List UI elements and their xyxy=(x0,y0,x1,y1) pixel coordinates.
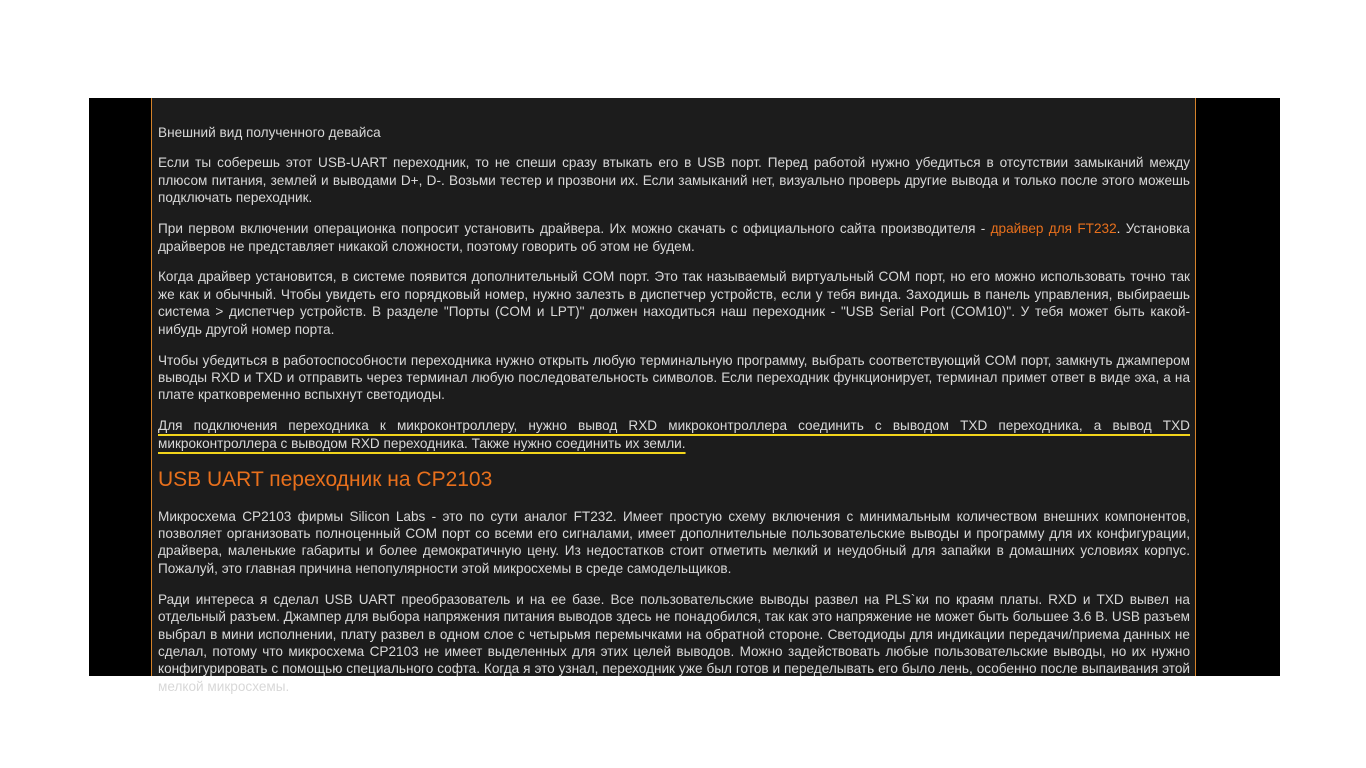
paragraph-com-port: Когда драйвер установится, в системе появится дополнительный COM порт. Это так называемый виртуальный COM порт, но его можно использовать точно так же как и обычный. Чтобы увидеть его порядковый номер, нужно залезть в диспетчер устройств, если у тебя винда. Заходишь в панель управления, выбираешь система > диспетчер устройств. В разделе "Порты (COM и LPT)" должен находиться наш переходник - "USB Serial Port (COM10)". У тебя может быть какой-нибудь другой номер порта. xyxy=(158,269,1190,337)
paragraph-loopback-test: Чтобы убедиться в работоспособности переходника нужно открыть любую терминальную программу, выбрать соответствующий COM порт, замкнуть джампером выводы RXD и TXD и отправить через терминал любую последовательность символов. Если переходник функционирует, терминал примет ответ в виде эха, а на плате кратковременно вспыхнут светодиоды. xyxy=(158,352,1190,403)
section-heading: USB UART переходник на CP2103 xyxy=(158,467,493,491)
driver-download-link[interactable]: драйвер для FT232 xyxy=(990,221,1117,237)
highlighted-text: Для подключения переходника к микроконтроллеру, нужно вывод RXD микроконтроллера соединить с выводом TXD переходника, а вывод TXD микроконтроллера с выводом RXD переходника. Также нужно соединить их земли. xyxy=(158,418,1190,451)
article-body xyxy=(158,124,1190,709)
image-caption: Внешний вид полученного девайса xyxy=(158,125,381,140)
paragraph-check-shorts: Если ты соберешь этот USB-UART переходник, то не спеши сразу втыкать его в USB порт. Перед работой нужно убедиться в отсутствии замыканий между плюсом питания, землей и выводами D+, D-. Возьми тестер и прозвони их. Если замыканий нет, визуально проверь другие вывода и только после этого можешь подключать переходник. xyxy=(158,155,1190,206)
paragraph-driver-text-end: . Установка драйверов не представляет никакой сложности, поэтому говорить об этом не будем. xyxy=(158,221,1190,254)
browser-viewport xyxy=(89,98,1280,694)
content-column xyxy=(151,98,1196,694)
paragraph-driver-text: При первом включении операционка попросит установить драйвера. Их можно скачать с официального сайта производителя - xyxy=(158,221,991,237)
paragraph-cp2103-intro: Микросхема CP2103 фирмы Silicon Labs - это по сути аналог FT232. Имеет простую схему включения с минимальным количеством внешних компонентов, позволяет организовать полноценный COM порт со всеми его сигналами, имеет дополнительные пользовательские выводы и программу для их конфигурации, драйвера, маленькие габариты и более демократичную цену. Из недостатков стоит отметить мелкий и неудобный для запайки в домашних условиях корпус. Пожалуй, это главная причина непопулярности этой микросхемы в среде самодельщиков. xyxy=(158,508,1190,576)
paragraph-mcu-connection xyxy=(158,417,1190,452)
paragraph-cp2103-build: Ради интереса я сделал USB UART преобразователь и на ее базе. Все пользовательские выводы развел на PLS`ки по краям платы. RXD и TXD вывел на отдельный разъем. Джампер для выбора напряжения питания выводов здесь не понадобился, так как это напряжение не может быть большее 3.6 В. USB разъем выбрал в мини исполнении, плату развел в одном слое с четырьмя перемычками на обратной стороне. Светодиоды для индикации передачи/приема данных не сделал, потому что микросхема CP2103 не имеет выделенных для этих целей выводов. Можно задействовать любые пользовательские выводы, но их нужно конфигурировать с помощью специального софта. Когда я это узнал, переходник уже был готов и переделывать его было лень, особенно после выпаивания этой мелкой микросхемы. xyxy=(158,591,1190,694)
paragraph-driver-install xyxy=(158,220,1190,255)
